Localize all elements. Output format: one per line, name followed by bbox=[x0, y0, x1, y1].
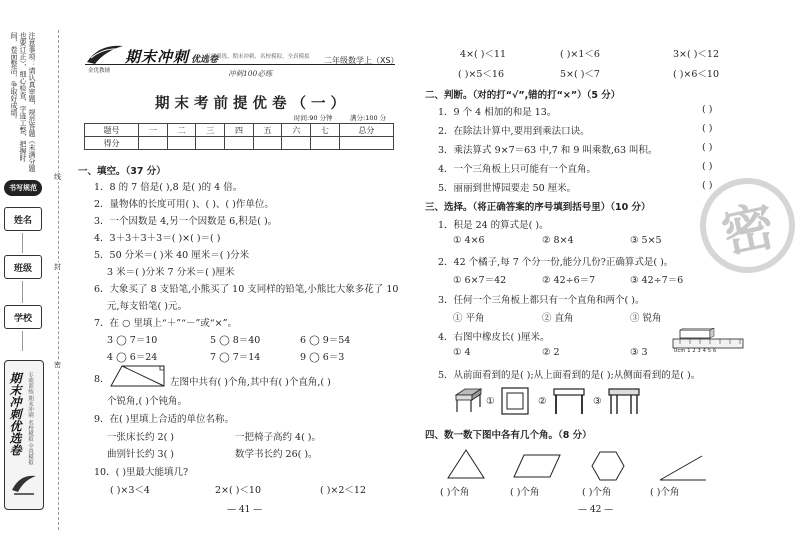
header-subject: 二年级数学上（XS） bbox=[324, 56, 399, 65]
score-input-cell[interactable] bbox=[139, 137, 168, 150]
question-1-2: 2．量物体的长度可用( )、( )、( )作单位。 bbox=[94, 199, 274, 210]
question-1-8b: 左图中共有( )个角,其中有( )个直角,( ) bbox=[170, 377, 331, 388]
exam-full-score: 满分:100 分 bbox=[350, 114, 387, 122]
sidebar-notice: 注意事项：请认真审题，规范答题（未满分题也要订正），细心检查，字迹工整，把握时间，卷面整洁，争取好成绩。 bbox=[10, 32, 36, 172]
ruler-figure bbox=[672, 328, 744, 356]
right-top-item: 3×( )＜12 bbox=[673, 49, 720, 60]
page-number-right: — 42 — bbox=[578, 505, 614, 515]
triangle-figure bbox=[446, 448, 486, 480]
header-slogans: 专项训练、期末冲刺、名校模拟、全真模拟 bbox=[205, 54, 310, 60]
header-publisher: 金优教辅 bbox=[88, 68, 111, 74]
section4-title: 四、数一数下图中各有几个角。（8 分） bbox=[425, 430, 592, 441]
score-input-cell[interactable] bbox=[196, 137, 225, 150]
score-input-cell[interactable] bbox=[282, 137, 311, 150]
score-row-label: 得分 bbox=[85, 137, 139, 150]
angle-count-answer[interactable]: ( )个角 bbox=[650, 487, 680, 498]
section2-title: 二、判断。（对的打“√”,错的打“×”）（5 分） bbox=[425, 90, 621, 101]
parallelogram-figure bbox=[512, 453, 562, 479]
choice-option[interactable]: ① 6×7＝42 bbox=[453, 275, 507, 286]
exam-time: 时间:90 分钟 bbox=[294, 114, 333, 122]
choice-option[interactable]: ① 4×6 bbox=[453, 235, 485, 246]
question-1-9c: 曲别针长约 3( ) bbox=[107, 449, 174, 460]
cut-mark-1: 线 bbox=[54, 173, 61, 181]
ruler-label: 0cm 1 2 3 4 5 6 bbox=[674, 348, 717, 354]
angle-figure bbox=[658, 450, 708, 482]
cut-mark-3: 密 bbox=[54, 361, 61, 369]
choice-q3: 3．任何一个三角板上都只有一个直角和两个( )。 bbox=[438, 295, 645, 306]
question-1-10b: 2×( )＜10 bbox=[215, 485, 262, 496]
q7-item: 9 ◯ 6＝3 bbox=[300, 352, 345, 363]
score-header-cell: 七 bbox=[311, 124, 340, 137]
score-header-cell: 题号 bbox=[85, 124, 139, 137]
choice-q1: 1．积是 24 的算式是( )。 bbox=[438, 220, 549, 231]
judge-answer-paren[interactable]: ( ) bbox=[702, 104, 713, 115]
q7-item: 5 ◯ 8＝40 bbox=[210, 335, 261, 346]
score-table-score-row bbox=[85, 137, 394, 150]
question-1-10c: ( )×2＜12 bbox=[320, 485, 367, 496]
q7-item: 3 ◯ 7＝10 bbox=[107, 335, 158, 346]
right-top-item: ( )×1＜6 bbox=[560, 49, 600, 60]
score-header-cell: 一 bbox=[139, 124, 168, 137]
judge-item: 1．9 个 4 相加的和是 13。 bbox=[438, 107, 557, 118]
stool-3d-figure bbox=[453, 385, 483, 415]
right-top-item: 4×( )＜11 bbox=[460, 49, 507, 60]
confidential-stamp: 密 bbox=[691, 169, 800, 282]
header-brand-suffix: 优选卷 bbox=[191, 55, 219, 65]
view-option-1-figure bbox=[500, 386, 530, 416]
choice-option[interactable]: ③ 5×5 bbox=[630, 235, 662, 246]
score-header-cell: 五 bbox=[253, 124, 282, 137]
judge-answer-paren[interactable]: ( ) bbox=[702, 142, 713, 153]
school-field-label: 学校 bbox=[4, 305, 42, 329]
q7-item: 6 ◯ 9＝54 bbox=[300, 335, 351, 346]
trapezoid-figure bbox=[108, 363, 168, 389]
judge-item: 4．一个三角板上只可能有一个直角。 bbox=[438, 164, 597, 175]
angle-count-answer[interactable]: ( )个角 bbox=[582, 487, 612, 498]
choice-option[interactable]: ② 42÷6＝7 bbox=[542, 275, 596, 286]
question-1-9a: 一张床长约 2( ) bbox=[107, 432, 174, 443]
view-option-label[interactable]: ① bbox=[486, 396, 495, 407]
question-1-3: 3．一个因数是 4,另一个因数是 6,积是( )。 bbox=[94, 216, 278, 227]
score-input-cell[interactable] bbox=[311, 137, 340, 150]
angle-count-answer[interactable]: ( )个角 bbox=[510, 487, 540, 498]
header-brand-title: 期末冲刺 bbox=[125, 48, 190, 66]
choice-q2: 2．42 个橘子,每 7 个分一份,能分几份?正确算式是( )。 bbox=[438, 257, 674, 268]
choice-option[interactable]: ① 平角 bbox=[453, 313, 485, 324]
right-page bbox=[410, 0, 800, 554]
hexagon-figure bbox=[590, 450, 626, 482]
score-header-cell: 二 bbox=[167, 124, 196, 137]
question-1-8c: 个锐角,( )个钝角。 bbox=[107, 396, 187, 407]
score-header-cell: 四 bbox=[225, 124, 254, 137]
view-option-label[interactable]: ③ bbox=[593, 396, 602, 407]
question-1-10: 10．( )里最大能填几? bbox=[94, 467, 189, 478]
question-1-5a: 5．50 分米＝( )米 40 厘米＝( )分米 bbox=[94, 250, 250, 261]
score-header-cell: 六 bbox=[282, 124, 311, 137]
question-1-9: 9．在( )里填上合适的单位名称。 bbox=[94, 414, 234, 425]
score-input-cell[interactable] bbox=[253, 137, 282, 150]
exam-title: 期末考前提优卷（一） bbox=[155, 96, 350, 112]
view-option-2-figure bbox=[552, 386, 586, 416]
question-1-7: 7．在 ○ 里填上“＋”“－”或“×”。 bbox=[94, 318, 237, 329]
q7-item: 4 ◯ 6＝24 bbox=[107, 352, 158, 363]
header-logo-icon bbox=[85, 42, 125, 66]
section1-title: 一、填空。（37 分） bbox=[78, 166, 166, 177]
judge-item: 3．乘法算式 9×7＝63 中,7 和 9 叫乘数,63 叫积。 bbox=[438, 145, 658, 156]
sidebar-brand-sub: 专项训练 期末冲刺 名校模拟 全真模拟 bbox=[27, 372, 33, 466]
choice-option[interactable]: ③ 3 bbox=[630, 347, 648, 358]
choice-option[interactable]: ③ 42÷7＝6 bbox=[630, 275, 684, 286]
score-header-cell: 三 bbox=[196, 124, 225, 137]
section3-title: 三、选择。（将正确答案的序号填到括号里）（10 分） bbox=[425, 202, 651, 213]
choice-option[interactable]: ① 4 bbox=[453, 347, 471, 358]
score-table bbox=[84, 123, 394, 150]
question-1-9b: 一把椅子高约 4( )。 bbox=[235, 432, 321, 443]
header-motto: 冲刺100必练 bbox=[228, 69, 273, 78]
judge-answer-paren[interactable]: ( ) bbox=[702, 180, 713, 191]
question-1-6a: 6．大象买了 8 支铅笔,小熊买了 10 支同样的铅笔,小熊比大象多花了 10 bbox=[94, 284, 399, 295]
header-rule bbox=[85, 64, 395, 65]
question-1-1: 1．8 的 7 倍是( ),8 是( )的 4 倍。 bbox=[94, 182, 243, 193]
question-1-8-num: 8. bbox=[94, 374, 104, 385]
choice-option[interactable]: ② 8×4 bbox=[542, 235, 574, 246]
judge-answer-paren[interactable]: ( ) bbox=[702, 123, 713, 134]
angle-count-answer[interactable]: ( )个角 bbox=[440, 487, 470, 498]
question-1-4: 4．3＋3＋3＋3＝( )×( )＝( ) bbox=[94, 233, 221, 244]
score-input-cell[interactable] bbox=[339, 137, 393, 150]
score-input-cell[interactable] bbox=[225, 137, 254, 150]
question-1-5b: 3 米＝( )分米 7 分米＝( )厘米 bbox=[107, 267, 235, 278]
choice-option[interactable]: ② 直角 bbox=[542, 313, 574, 324]
judge-item: 2．在除法计算中,要用到乘法口诀。 bbox=[438, 126, 590, 137]
choice-option[interactable]: ③ 锐角 bbox=[630, 313, 662, 324]
question-1-6b: 元,每支铅笔( )元。 bbox=[107, 301, 187, 312]
view-option-label[interactable]: ② bbox=[538, 396, 547, 407]
choice-q4: 4．右图中橡皮长( )厘米。 bbox=[438, 332, 550, 343]
view-option-3-figure bbox=[607, 386, 641, 416]
choice-q5: 5．从前面看到的是( );从上面看到的是( );从侧面看到的是( )。 bbox=[438, 370, 701, 381]
cut-mark-2: 封 bbox=[54, 263, 61, 271]
question-1-9d: 数学书长约 26( )。 bbox=[235, 449, 318, 460]
name-field-label: 姓名 bbox=[4, 207, 42, 231]
right-top-item: ( )×6＜10 bbox=[673, 69, 720, 80]
judge-answer-paren[interactable]: ( ) bbox=[702, 161, 713, 172]
page-number-left: — 41 — bbox=[227, 505, 263, 515]
q7-item: 7 ◯ 7＝14 bbox=[210, 352, 261, 363]
question-1-10a: ( )×3＜4 bbox=[110, 485, 150, 496]
score-table-header-row bbox=[85, 124, 394, 137]
choice-option[interactable]: ② 2 bbox=[542, 347, 560, 358]
sidebar-brand: 期末冲刺优选卷 bbox=[8, 372, 22, 456]
score-input-cell[interactable] bbox=[167, 137, 196, 150]
sidebar-tag: 书写规范 bbox=[4, 180, 42, 196]
score-header-cell: 总分 bbox=[339, 124, 393, 137]
right-top-item: ( )×5＜16 bbox=[458, 69, 505, 80]
judge-item: 5．丽丽到世博园要走 50 厘米。 bbox=[438, 183, 577, 194]
class-field-label: 班级 bbox=[4, 255, 42, 279]
right-top-item: 5×( )＜7 bbox=[560, 69, 600, 80]
